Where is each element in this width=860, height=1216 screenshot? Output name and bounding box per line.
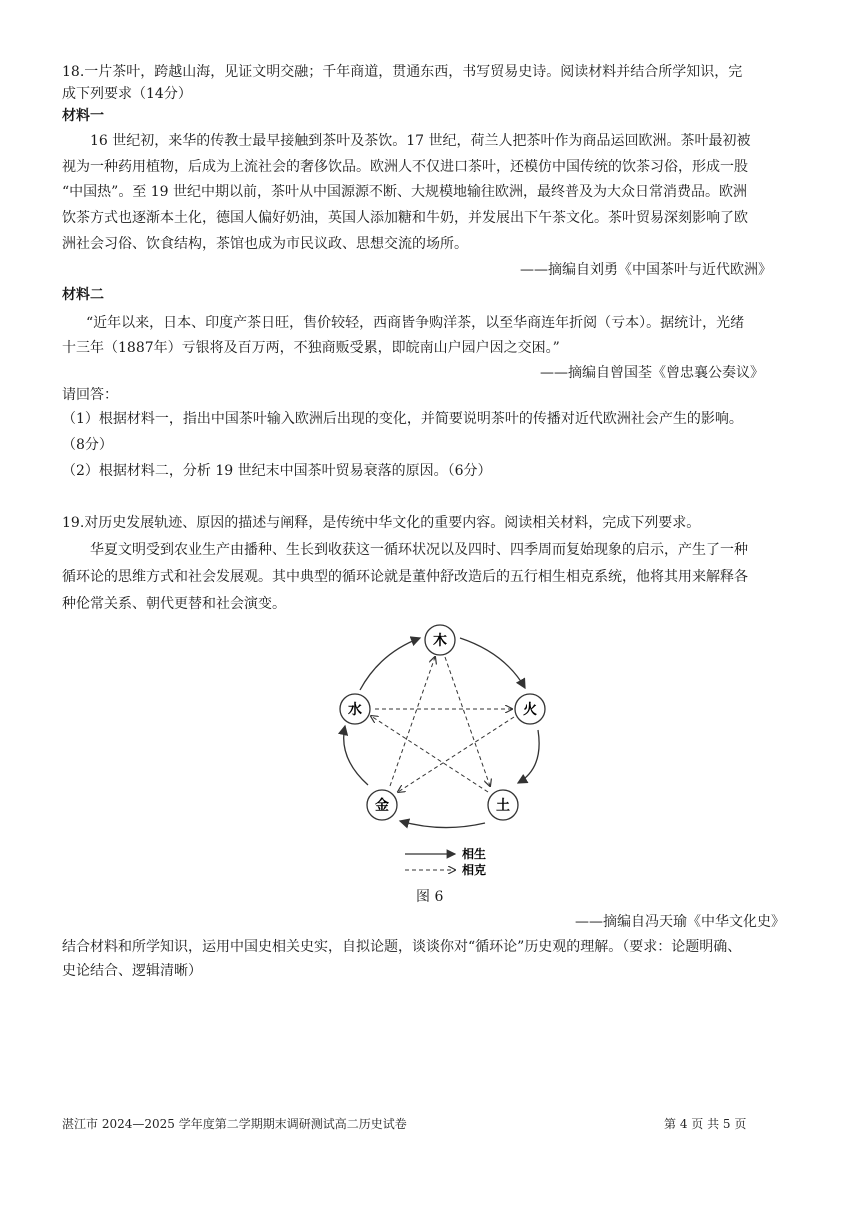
arrow-sheng-fire-earth [518, 730, 539, 783]
footer-page-number: 第 4 页 共 5 页 [664, 1117, 747, 1131]
material-1-line4: 饮茶方式也逐渐本土化，德国人偏好奶油，英国人添加糖和牛奶，并发展出下午茶文化。茶叶贸易深刻影响了欧 [62, 210, 748, 226]
q18-sub2: （2）根据材料二，分析 19 世纪末中国茶叶贸易衰落的原因。（6分） [62, 463, 492, 479]
arrow-sheng-earth-metal [400, 821, 485, 828]
q18-sub1-line1: （1）根据材料一，指出中国茶叶输入欧洲后出现的变化，并简要说明茶叶的传播对近代欧洲社会产生的影响。 [62, 411, 743, 427]
arrow-sheng-metal-water [344, 726, 368, 785]
material-1-source: ——摘编自刘勇《中国茶叶与近代欧洲》 [520, 262, 772, 278]
material-2-source: ——摘编自曾国荃《曾忠襄公奏议》 [540, 365, 764, 381]
answer-prompt: 请回答： [62, 387, 118, 403]
q19-para-line2: 循环论的思维方式和社会发展观。其中典型的循环论就是董仲舒改造后的五行相生相克系统，他将其用来解释各 [62, 569, 748, 585]
q19-para-line1: 华夏文明受到农业生产由播种、生长到收获这一循环状况以及四时、四季周而复始现象的启示，产生了一种 [90, 542, 748, 558]
material-1-line2: 视为一种药用植物，后成为上流社会的奢侈饮品。欧洲人不仅进口茶叶，还模仿中国传统的饮茶习俗，形成一股 [62, 159, 748, 175]
node-fire-label: 火 [523, 702, 537, 718]
q18-stem-line2: 成下列要求（14分） [62, 86, 192, 102]
q19-task-line2: 史论结合、逻辑清晰） [62, 963, 202, 979]
figure-caption: 图 6 [416, 889, 444, 905]
node-water [340, 694, 370, 724]
material-1-line3: “中国热”。至 19 世纪中期以前，茶叶从中国源源不断、大规模地输往欧洲，最终普及为大众日常消费品。欧洲 [62, 184, 748, 200]
q19-source: ——摘编自冯天瑜《中华文化史》 [575, 914, 785, 930]
q18-stem-line1: 18.一片茶叶，跨越山海，见证文明交融；千年商道，贯通东西，书写贸易史诗。阅读材料并结合所学知识，完 [62, 64, 743, 80]
material-2-title: 材料二 [62, 287, 104, 303]
q18-sub1-line2: （8分） [62, 437, 113, 453]
q19-para-line3: 种伦常关系、朝代更替和社会演变。 [62, 596, 286, 612]
arrow-sheng-wood-fire [460, 638, 525, 688]
node-metal [367, 790, 397, 820]
node-earth-label: 土 [496, 798, 510, 814]
legend-sheng-label: 相生 [462, 847, 487, 861]
material-2-line1: “近年以来，日本、印度产茶日旺，售价较轻，西商皆争购洋茶，以至华商连年折阅（亏本）。据统计，光绪 [86, 315, 745, 331]
legend-ke-label: 相克 [462, 863, 487, 877]
arrow-ke-fire-metal [398, 717, 514, 792]
node-wood-label: 木 [433, 633, 447, 649]
material-1-title: 材料一 [62, 108, 104, 124]
five-elements-diagram [320, 618, 560, 886]
node-fire [515, 694, 545, 724]
arrow-sheng-water-wood [360, 638, 420, 690]
arrow-ke-wood-earth [445, 657, 490, 786]
q19-stem: 19.对历史发展轨迹、原因的描述与阐释，是传统中华文化的重要内容。阅读相关材料，完成下列要求。 [62, 515, 701, 531]
material-1-line5: 洲社会习俗、饮食结构，茶馆也成为市民议政、思想交流的场所。 [62, 236, 468, 252]
footer-exam-title: 湛江市 2024—2025 学年度第二学期期末调研测试高二历史试卷 [62, 1117, 407, 1131]
arrow-ke-earth-water [371, 716, 488, 792]
q19-task-line1: 结合材料和所学知识，运用中国史相关史实，自拟论题，谈谈你对“循环论”历史观的理解。（要求：论题明确、 [62, 939, 742, 955]
node-water-label: 水 [348, 702, 362, 718]
node-wood [425, 625, 455, 655]
diagram-legend [405, 846, 486, 877]
arrow-ke-metal-wood [390, 657, 435, 786]
material-1-line1: 16 世纪初，来华的传教士最早接触到茶叶及茶饮。17 世纪，荷兰人把茶叶作为商品运回欧洲。茶叶最初被 [90, 133, 751, 149]
node-metal-label: 金 [375, 798, 389, 814]
material-2-line2: 十三年（1887年）亏银将及百万两，不独商贩受累，即皖南山户园户因之交困。” [62, 340, 560, 356]
node-earth [488, 790, 518, 820]
